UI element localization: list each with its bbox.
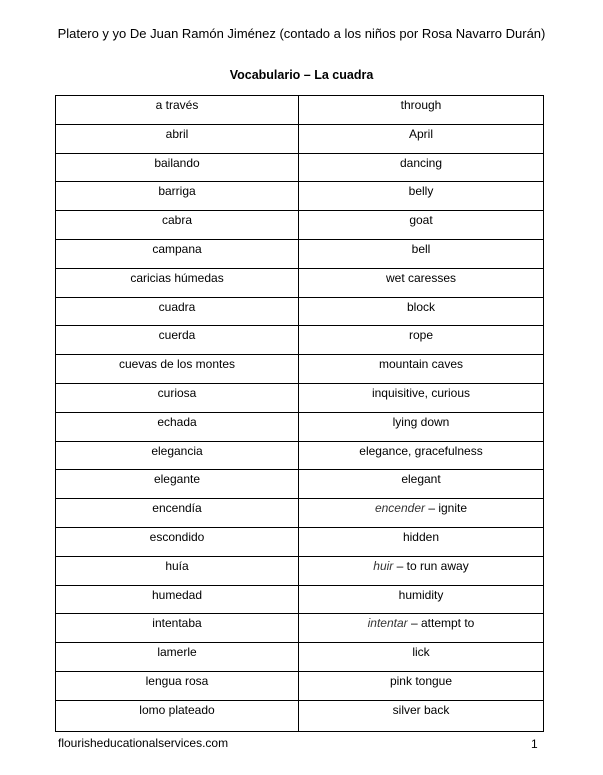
table-row xyxy=(56,441,544,470)
table-row xyxy=(56,153,544,182)
english-translation-cell xyxy=(299,556,544,585)
table-row xyxy=(56,355,544,384)
spanish-term-cell xyxy=(56,182,299,211)
english-translation-cell xyxy=(299,643,544,672)
infinitive-verb: huir xyxy=(373,558,394,573)
english-translation-cell xyxy=(299,470,544,499)
english-translation-cell xyxy=(299,211,544,240)
table-row xyxy=(56,211,544,240)
spanish-term: lamerle xyxy=(157,645,197,660)
table-row xyxy=(56,326,544,355)
english-translation: elegance, gracefulness xyxy=(359,443,483,458)
spanish-term-cell xyxy=(56,239,299,268)
spanish-term-cell xyxy=(56,585,299,614)
spanish-term: bailando xyxy=(154,155,200,170)
spanish-term: lomo plateado xyxy=(139,702,215,717)
spanish-term-cell xyxy=(56,383,299,412)
spanish-term: elegante xyxy=(153,472,201,487)
english-translation-cell xyxy=(299,326,544,355)
spanish-term-cell xyxy=(56,326,299,355)
table-row xyxy=(56,671,544,700)
table-row xyxy=(56,614,544,643)
spanish-term: caricias húmedas xyxy=(130,270,224,285)
spanish-term-cell xyxy=(56,671,299,700)
table-row xyxy=(56,643,544,672)
english-translation-cell xyxy=(299,499,544,528)
table-row xyxy=(56,700,544,731)
page-title: Vocabulario – La cuadra xyxy=(229,68,374,82)
spanish-term-cell xyxy=(56,441,299,470)
english-translation: silver back xyxy=(392,702,450,717)
english-translation-cell xyxy=(299,412,544,441)
table-row xyxy=(56,556,544,585)
english-translation: block xyxy=(406,299,435,314)
translation-text: – ignite xyxy=(425,501,468,516)
english-translation: goat xyxy=(409,213,433,228)
spanish-term-cell xyxy=(56,96,299,125)
english-translation-cell xyxy=(299,153,544,182)
english-translation-cell xyxy=(299,700,544,731)
spanish-term-cell xyxy=(56,527,299,556)
spanish-term-cell xyxy=(56,268,299,297)
spanish-term-cell xyxy=(56,124,299,153)
infinitive-verb: encender xyxy=(374,501,425,516)
table-row xyxy=(56,527,544,556)
spanish-term: cabra xyxy=(161,213,193,228)
spanish-term-cell xyxy=(56,412,299,441)
spanish-term: lengua rosa xyxy=(145,673,209,688)
table-row xyxy=(56,182,544,211)
english-translation-cell xyxy=(299,297,544,326)
english-translation-cell xyxy=(299,671,544,700)
english-translation: April xyxy=(408,126,433,141)
infinitive-verb: intentar xyxy=(367,616,408,631)
spanish-term: escondido xyxy=(149,529,205,544)
english-translation: rope xyxy=(408,328,434,343)
english-translation xyxy=(303,614,539,631)
english-translation: elegant xyxy=(401,472,441,487)
table-row xyxy=(56,470,544,499)
spanish-term-cell xyxy=(56,499,299,528)
table-row xyxy=(56,412,544,441)
table-row xyxy=(56,585,544,614)
english-translation: pink tongue xyxy=(389,673,453,688)
english-translation-cell xyxy=(299,268,544,297)
spanish-term: cuadra xyxy=(158,299,196,314)
spanish-term-cell xyxy=(56,700,299,731)
english-translation: humidity xyxy=(398,587,444,602)
table-row xyxy=(56,239,544,268)
english-translation-cell xyxy=(299,96,544,125)
english-translation: inquisitive, curious xyxy=(371,385,471,400)
vocabulary-table xyxy=(55,95,544,732)
table-row xyxy=(56,96,544,125)
vocabulary-table-body xyxy=(56,96,544,732)
page-header: Platero y yo De Juan Ramón Jiménez (contado a los niños por Rosa Navarro Durán) xyxy=(57,26,546,41)
spanish-term: elegancia xyxy=(151,443,203,458)
english-translation: dancing xyxy=(399,155,443,170)
english-translation: lick xyxy=(412,645,430,660)
spanish-term: encendía xyxy=(152,501,202,516)
english-translation-cell xyxy=(299,527,544,556)
table-row xyxy=(56,124,544,153)
table-row xyxy=(56,268,544,297)
spanish-term-cell xyxy=(56,556,299,585)
spanish-term: abril xyxy=(165,126,189,141)
spanish-term: curiosa xyxy=(157,385,197,400)
translation-text: – attempt to xyxy=(407,616,475,631)
spanish-term: cuevas de los montes xyxy=(118,357,236,372)
page-number: 1 xyxy=(531,737,538,751)
spanish-term-cell xyxy=(56,355,299,384)
spanish-term: intentaba xyxy=(152,616,202,631)
english-translation-cell xyxy=(299,383,544,412)
english-translation xyxy=(303,499,539,516)
footer-website: flourisheducationalservices.com xyxy=(58,736,229,750)
spanish-term-cell xyxy=(56,470,299,499)
table-row xyxy=(56,383,544,412)
translation-text: – to run away xyxy=(393,558,469,573)
english-translation-cell xyxy=(299,614,544,643)
spanish-term-cell xyxy=(56,211,299,240)
spanish-term: echada xyxy=(157,414,197,429)
english-translation xyxy=(303,557,539,574)
spanish-term-cell xyxy=(56,153,299,182)
english-translation-cell xyxy=(299,585,544,614)
english-translation-cell xyxy=(299,239,544,268)
english-translation: through xyxy=(400,98,442,112)
spanish-term: cuerda xyxy=(158,328,196,343)
spanish-term-cell xyxy=(56,614,299,643)
english-translation: belly xyxy=(408,184,434,199)
spanish-term: a través xyxy=(155,98,199,112)
english-translation-cell xyxy=(299,355,544,384)
english-translation-cell xyxy=(299,441,544,470)
spanish-term: huía xyxy=(165,558,189,573)
english-translation: hidden xyxy=(402,529,440,544)
spanish-term-cell xyxy=(56,297,299,326)
table-row xyxy=(56,297,544,326)
english-translation-cell xyxy=(299,182,544,211)
spanish-term: humedad xyxy=(151,587,203,602)
english-translation: bell xyxy=(411,241,431,256)
spanish-term: barriga xyxy=(158,184,196,199)
english-translation: mountain caves xyxy=(378,357,464,372)
spanish-term: campana xyxy=(152,241,202,256)
english-translation: lying down xyxy=(392,414,450,429)
table-row xyxy=(56,499,544,528)
english-translation: wet caresses xyxy=(385,270,457,285)
spanish-term-cell xyxy=(56,643,299,672)
english-translation-cell xyxy=(299,124,544,153)
